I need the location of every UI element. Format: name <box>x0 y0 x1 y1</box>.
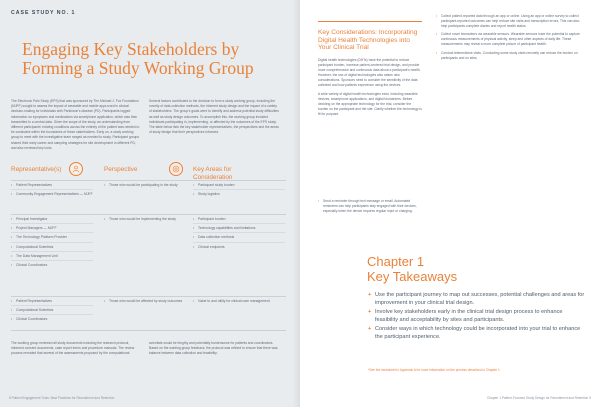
table-cell-representatives <box>11 297 93 324</box>
table-divider <box>11 330 286 331</box>
list-item: • Principal Investigator <box>11 215 93 224</box>
takeaways-list <box>368 292 586 344</box>
list-item: • Computational Scientists <box>11 243 93 252</box>
sidebar-body <box>318 58 422 120</box>
list-item: • Those who would be implementing the study <box>104 215 184 223</box>
list-item: • Participant study burden <box>193 181 285 190</box>
intro-paragraph: Several factors contributed to the decision to form a study working group, including the novelty of data collection methods, the inherent study design and the impact of a variety of stakeholders. The group's goals were to identify and address potential study difficulties as well as study design outcomes. To accomplish this, the working group included individuals participating in, implementing, or affected by the outcomes of the EPS study. The table below lists the key stakeholder representatives, the perspectives and the areas of study design that their perspectives informed. <box>149 99 279 135</box>
page-folio: Chapter 1 Patient-Focused Study Design for Recruitment and Retention 9 <box>486 396 591 400</box>
person-icon <box>69 162 83 176</box>
list-item: • Technology capabilities and limitations <box>193 224 285 233</box>
table-header-perspective: Perspective <box>104 166 138 173</box>
table-cell-representatives <box>11 215 93 269</box>
title-line: Engaging Key Stakeholders by <box>22 39 240 59</box>
table-cell-perspective <box>104 297 184 305</box>
list-item: • Study logistics <box>193 190 285 198</box>
list-item: • Those who would be participating in the study <box>104 181 184 189</box>
list-item: • Value to and utility for clinical care management <box>193 297 285 305</box>
sidebar-rule <box>318 21 422 22</box>
list-item: • Patient Representatives <box>11 181 93 190</box>
page-folio: 8 Patient Engagement Tools: Best Practices for Recruitment and Retention <box>9 396 115 400</box>
body-paragraph: The working group reviewed all study documents including the research protocol, informed consent documents, case report forms and procedure manuals. The review process revealed that several of the assessments proposed by the computational <box>11 341 135 356</box>
table-cell-considerations <box>193 181 285 198</box>
body-paragraph: scientists would be lengthy and potentially burdensome for patients and coordinators. Based on the working group feedback, the protocol was refined to ensure that there was balance between data collection and feasibility. <box>149 341 278 356</box>
sidebar-title: Key Considerations: Incorporating Digital Health Technologies into Your Clinical Trial <box>318 29 418 52</box>
list-item: • Project Managers — MJFF <box>11 224 93 233</box>
list-item: • Conduct telemedicine visits. Conducting some study visits remotely can reduce the burden on participants and on sites. <box>436 51 586 61</box>
list-item: • Collect patient-reported data through an app or online. Using an app or online survey to collect participant-reported outcomes can help reduce site visits and transcription errors. This can also help participants complete diaries and report health status. <box>436 14 586 29</box>
table-cell-considerations <box>193 297 285 305</box>
list-item: • Data collection methods <box>193 233 285 242</box>
list-item: • Patient Representatives <box>11 297 93 306</box>
takeaway-item: + Involve key stakeholders early in the clinical trial design process to enhance feasibility and acceptability by sites and participants. <box>368 309 586 324</box>
takeaway-item: + Consider ways in which technology could be incorporated into your trial to enhance the participant experience. <box>368 326 586 341</box>
list-item: • Clinical Coordinators <box>11 315 93 323</box>
list-item: • The Technology Platform Provider <box>11 233 93 242</box>
case-study-label: CASE STUDY NO. 1 <box>11 10 76 16</box>
title-line: Forming a Study Working Group <box>22 58 254 78</box>
list-item: • Collect novel biomarkers via wearable sensors. Wearable sensors have the potential to capture continuous measurements of physical activity, sleep and other aspects of daily life. These measurements may reveal a more complete picture of participant health. <box>436 32 586 47</box>
list-item: • Participant burden <box>193 215 285 224</box>
list-item: • Clinical Coordinators <box>11 261 93 269</box>
table-cell-representatives <box>11 181 93 198</box>
table-cell-perspective <box>104 215 184 223</box>
list-item: • Computational Scientists <box>11 306 93 315</box>
sidebar-paragraph: Digital health technologies (DHTs) have the potential to reduce participant burden, increase patient-centered trial design, and provide more comprehensive and continuous data about a participant's health. However, the use of digital technologies also raises new considerations. Sponsors need to consider the sensitivity of the data collected and how patients experience using the devices. <box>318 58 421 88</box>
chapter-heading <box>367 255 457 284</box>
intro-paragraph: The Electronic Pain Study (EPS) that was sponsored by The Michael J. Fox Foundation (MJFF) sought to assess the impact of wearable and mobile apps used in clinical decision-making for individuals with Parkinson's disease (PD). Participants logged information on symptoms and medications via smartphone application, which was then transmitted to a central data. Given the scope of the study, an understanding from different participants' existing conditions across the entirety of the patient was needed to be consistent within the boundaries of these stakeholders. Early on, a study working group to meet with the investigative team ranged as needed to study. Participant groups shared their early career and sampling strategies for site development in different PD, and also reviewed key tools. <box>11 99 140 150</box>
target-icon <box>169 162 183 176</box>
list-item: • The Data Management Unit <box>11 252 93 261</box>
list-item: • Those who would be affected by study outcomes <box>104 297 184 305</box>
list-item: • Clinical endpoints <box>193 243 285 251</box>
table-cell-perspective <box>104 181 184 189</box>
page-title <box>22 40 282 78</box>
sidebar-bullet-list <box>318 199 422 216</box>
table-cell-considerations <box>193 215 285 251</box>
chapter-line: Chapter 1 <box>367 254 425 269</box>
table-header-considerations: Key Areas for Consideration <box>193 166 233 181</box>
sidebar-paragraph: A wide variety of digital health technologies exist, including wearable devices, smartphone applications, and digital biomarkers. Before deciding on the appropriate technology for the trial, consider the burden on the participant and the site. Clarify whether the technology is fit for purpose. <box>318 91 422 116</box>
list-item: • Send a reminder through text message or email. Automated reminders can help participants stay engaged with their devices, especially when the device requires regular input or charging. <box>318 199 422 214</box>
chapter-line: Key Takeaways <box>367 268 458 284</box>
table-header-representatives: Representative(s) <box>11 166 62 173</box>
takeaway-item: + Use the participant journey to map out successes, potential challenges and areas for improvement in your clinical trial design. <box>368 292 586 307</box>
footnote: *See the worksheet in Appendix A for more information on the process described in Chapter 1. <box>368 368 501 372</box>
list-item: • Community Engagement Representatives — MJFF <box>11 190 93 198</box>
right-bullet-list <box>436 14 586 64</box>
